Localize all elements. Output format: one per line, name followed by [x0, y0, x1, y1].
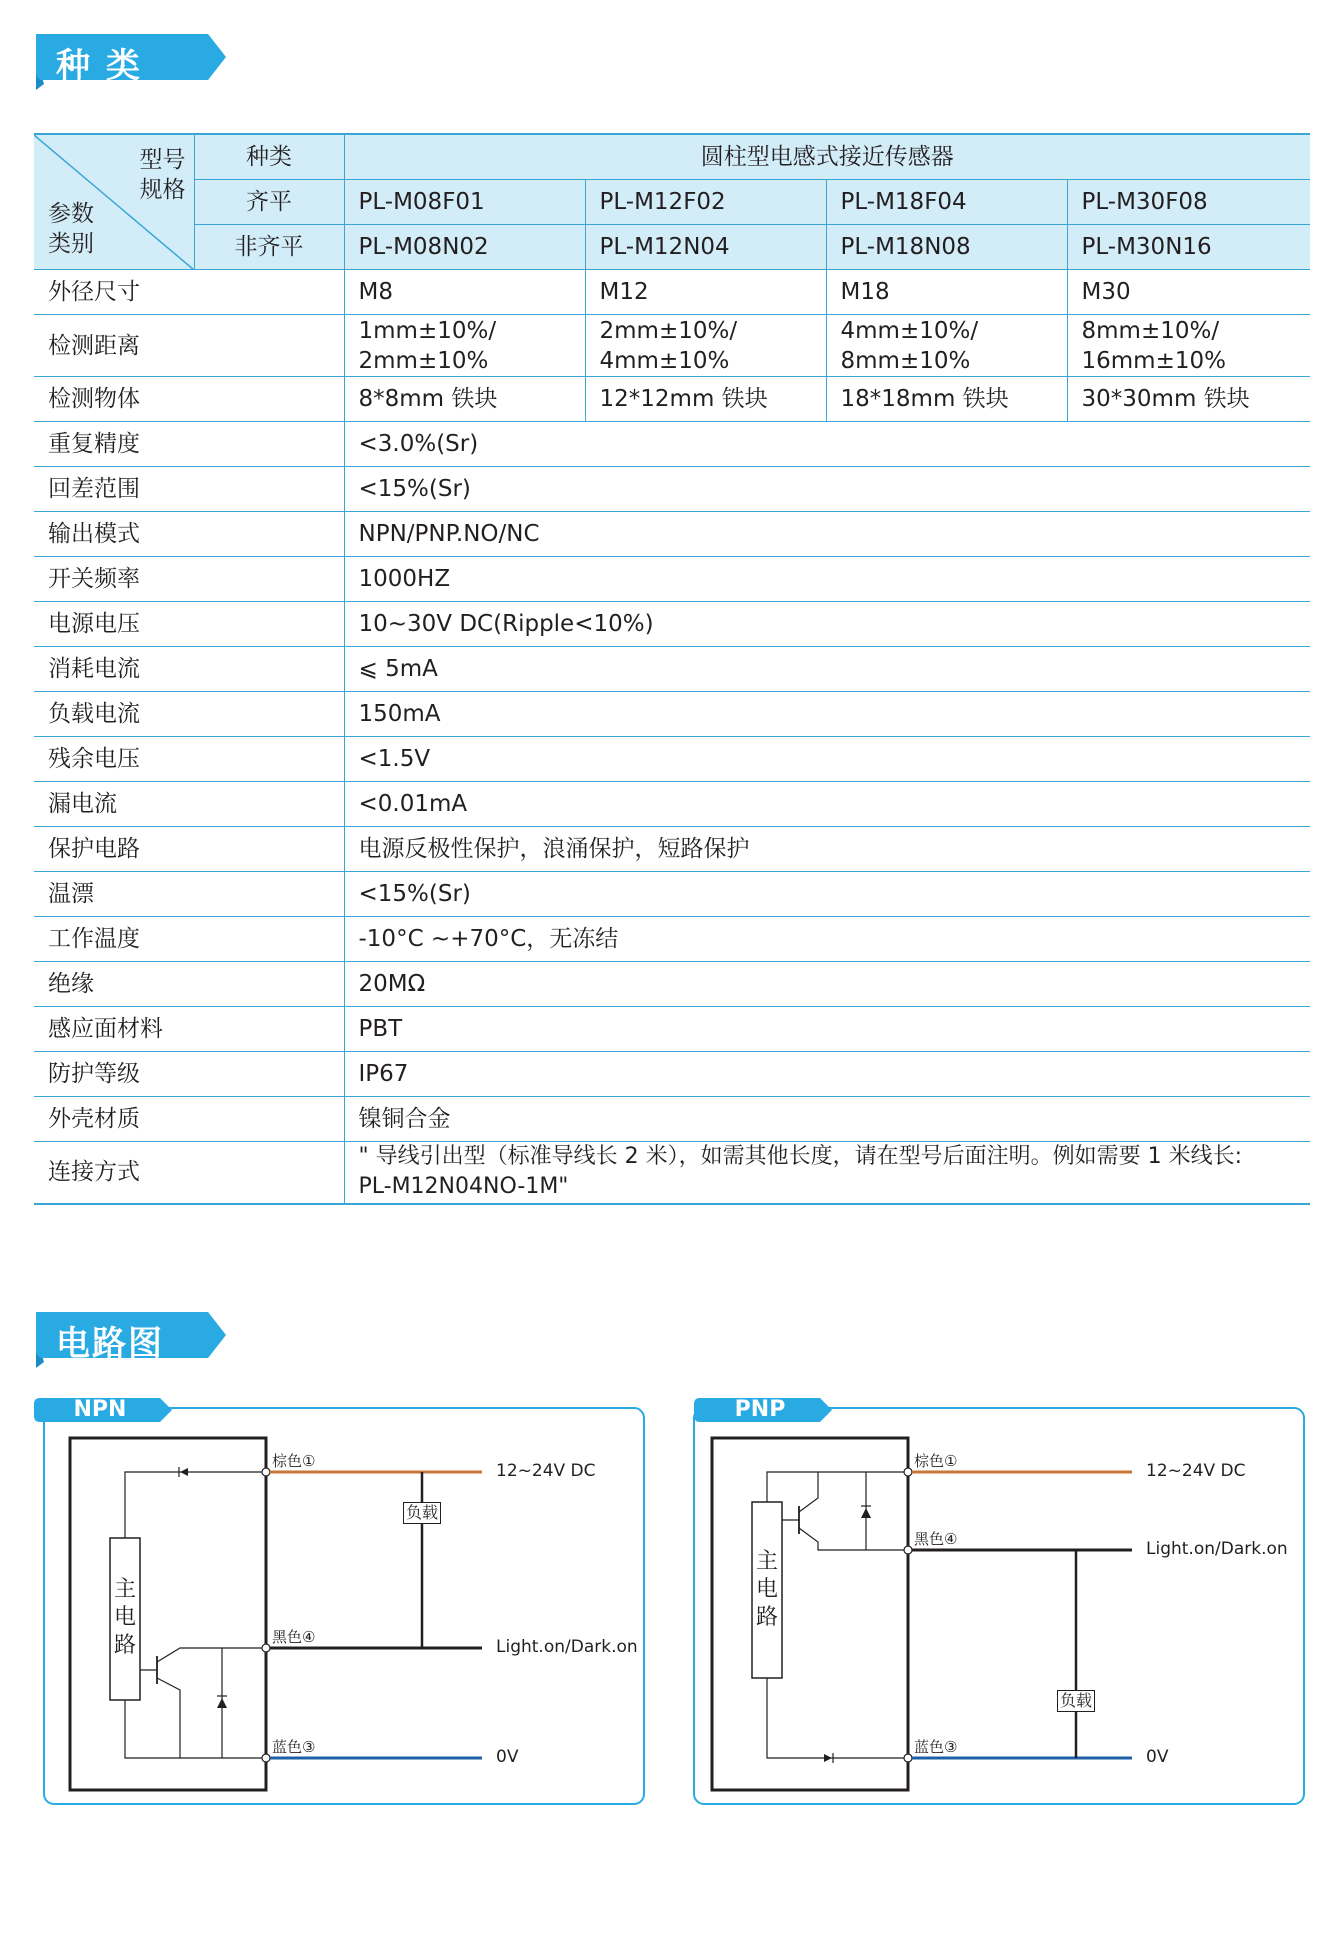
npn-blue-wire-label: 蓝色③	[272, 1738, 316, 1756]
model-cell: PL-M12N04	[585, 225, 826, 270]
table-row	[34, 827, 1310, 872]
row-value: M8	[344, 270, 585, 315]
corner-top-right	[140, 145, 186, 205]
npn-output-label: Light.on/Dark.on	[496, 1637, 638, 1657]
table-row	[34, 602, 1310, 647]
table-corner-cell	[34, 134, 194, 270]
row-value: <3.0%(Sr)	[344, 422, 1310, 467]
pnp-main-circuit-label	[753, 1548, 781, 1632]
row-label: 输出模式	[34, 512, 344, 557]
npn-supply-label: 12~24V DC	[496, 1461, 596, 1481]
table-row	[34, 270, 1310, 315]
row-label: 温漂	[34, 872, 344, 917]
flush-label: 齐平	[194, 180, 344, 225]
pnp-load-label: 负载	[1057, 1690, 1095, 1712]
row-value: <15%(Sr)	[344, 872, 1310, 917]
main-circuit-char: 路	[755, 1605, 778, 1630]
row-value: 30*30mm 铁块	[1067, 377, 1310, 422]
row-value: 20MΩ	[344, 962, 1310, 1007]
table-row	[34, 467, 1310, 512]
row-value: PBT	[344, 1007, 1310, 1052]
corner-label-param: 参数	[48, 201, 94, 227]
pnp-tag: PNP	[734, 1397, 786, 1422]
row-value: 8mm±10%/ 16mm±10%	[1067, 315, 1310, 377]
model-cell: PL-M12F02	[585, 180, 826, 225]
row-label: 外径尺寸	[34, 270, 344, 315]
row-label: 电源电压	[34, 602, 344, 647]
row-value: 10~30V DC(Ripple<10%)	[344, 602, 1310, 647]
category-label: 种类	[194, 134, 344, 180]
pnp-brown-wire-label: 棕色①	[914, 1452, 958, 1470]
section-title-circuit	[30, 1310, 240, 1370]
npn-circuit-panel	[30, 1390, 660, 1810]
table-row	[34, 422, 1310, 467]
nonflush-label: 非齐平	[194, 225, 344, 270]
table-row	[34, 692, 1310, 737]
row-label: 检测距离	[34, 315, 344, 377]
table-row	[34, 917, 1310, 962]
row-label: 重复精度	[34, 422, 344, 467]
table-row	[34, 1007, 1310, 1052]
table-header-row-category	[34, 134, 1310, 180]
row-value: 1000HZ	[344, 557, 1310, 602]
table-header-row-flush	[34, 180, 1310, 225]
table-header-row-nonflush	[34, 225, 1310, 270]
model-cell: PL-M08F01	[344, 180, 585, 225]
row-label: 回差范围	[34, 467, 344, 512]
model-cell: PL-M08N02	[344, 225, 585, 270]
row-value: IP67	[344, 1052, 1310, 1097]
row-value: ⩽ 5mA	[344, 647, 1310, 692]
row-value: 150mA	[344, 692, 1310, 737]
main-circuit-char: 路	[113, 1633, 136, 1658]
row-value: 18*18mm 铁块	[826, 377, 1067, 422]
row-value: 8*8mm 铁块	[344, 377, 585, 422]
main-circuit-char: 主	[113, 1577, 136, 1602]
main-circuit-char: 电	[113, 1605, 136, 1630]
spec-table	[34, 133, 1310, 1205]
table-row	[34, 1097, 1310, 1142]
section-title-types	[30, 32, 240, 92]
model-cell: PL-M18F04	[826, 180, 1067, 225]
row-label: 工作温度	[34, 917, 344, 962]
pnp-circuit-panel	[690, 1390, 1310, 1810]
npn-black-wire-label: 黑色④	[272, 1628, 316, 1646]
corner-label-category: 类别	[48, 231, 94, 257]
npn-brown-wire-label: 棕色①	[272, 1452, 316, 1470]
table-row	[34, 737, 1310, 782]
pnp-circuit-diagram	[690, 1390, 1310, 1810]
row-value: 电源反极性保护，浪涌保护，短路保护	[344, 827, 1310, 872]
model-cell: PL-M30N16	[1067, 225, 1310, 270]
npn-load-label: 负载	[403, 1502, 441, 1524]
table-row	[34, 1052, 1310, 1097]
corner-label-model: 型号	[139, 147, 186, 173]
pnp-supply-label: 12~24V DC	[1146, 1461, 1246, 1481]
table-row	[34, 962, 1310, 1007]
pnp-output-label: Light.on/Dark.on	[1146, 1539, 1288, 1559]
row-value: 镍铜合金	[344, 1097, 1310, 1142]
pnp-blue-wire-label: 蓝色③	[914, 1738, 958, 1756]
row-label: 检测物体	[34, 377, 344, 422]
corner-bottom-left	[48, 199, 94, 259]
table-row	[34, 315, 1310, 377]
main-circuit-char: 电	[755, 1577, 778, 1602]
table-row	[34, 782, 1310, 827]
row-value: <0.01mA	[344, 782, 1310, 827]
row-label: 消耗电流	[34, 647, 344, 692]
row-value: " 导线引出型（标准导线长 2 米），如需其他长度，请在型号后面注明。例如需要 1 米线长: PL-M12N04NO-1M"	[344, 1142, 1310, 1204]
row-label: 外壳材质	[34, 1097, 344, 1142]
pnp-ground-label: 0V	[1146, 1747, 1169, 1767]
row-value: 12*12mm 铁块	[585, 377, 826, 422]
table-row	[34, 872, 1310, 917]
row-value: M30	[1067, 270, 1310, 315]
row-label: 连接方式	[34, 1142, 344, 1204]
pnp-black-wire-label: 黑色④	[914, 1530, 958, 1548]
model-cell: PL-M30F08	[1067, 180, 1310, 225]
row-label: 防护等级	[34, 1052, 344, 1097]
row-label: 负载电流	[34, 692, 344, 737]
npn-main-circuit-label	[111, 1576, 139, 1660]
row-label: 绝缘	[34, 962, 344, 1007]
row-value: NPN/PNP.NO/NC	[344, 512, 1310, 557]
npn-ground-label: 0V	[496, 1747, 519, 1767]
row-value: M18	[826, 270, 1067, 315]
npn-tag: NPN	[73, 1397, 127, 1422]
row-value: M12	[585, 270, 826, 315]
row-label: 感应面材料	[34, 1007, 344, 1052]
section-title-circuit-text: 电路图	[56, 1324, 164, 1364]
row-label: 保护电路	[34, 827, 344, 872]
category-value: 圆柱型电感式接近传感器	[344, 134, 1310, 180]
row-value: <15%(Sr)	[344, 467, 1310, 512]
row-value: 2mm±10%/ 4mm±10%	[585, 315, 826, 377]
row-value: 1mm±10%/ 2mm±10%	[344, 315, 585, 377]
table-row	[34, 512, 1310, 557]
table-row	[34, 647, 1310, 692]
table-row	[34, 557, 1310, 602]
section-title-types-text: 种 类	[56, 46, 142, 86]
row-label: 残余电压	[34, 737, 344, 782]
row-value: <1.5V	[344, 737, 1310, 782]
table-row	[34, 377, 1310, 422]
table-row	[34, 1142, 1310, 1204]
corner-label-spec: 规格	[139, 177, 186, 203]
row-label: 漏电流	[34, 782, 344, 827]
main-circuit-char: 主	[755, 1549, 778, 1574]
row-value: -10°C ~+70°C，无冻结	[344, 917, 1310, 962]
row-value: 4mm±10%/ 8mm±10%	[826, 315, 1067, 377]
row-label: 开关频率	[34, 557, 344, 602]
model-cell: PL-M18N08	[826, 225, 1067, 270]
